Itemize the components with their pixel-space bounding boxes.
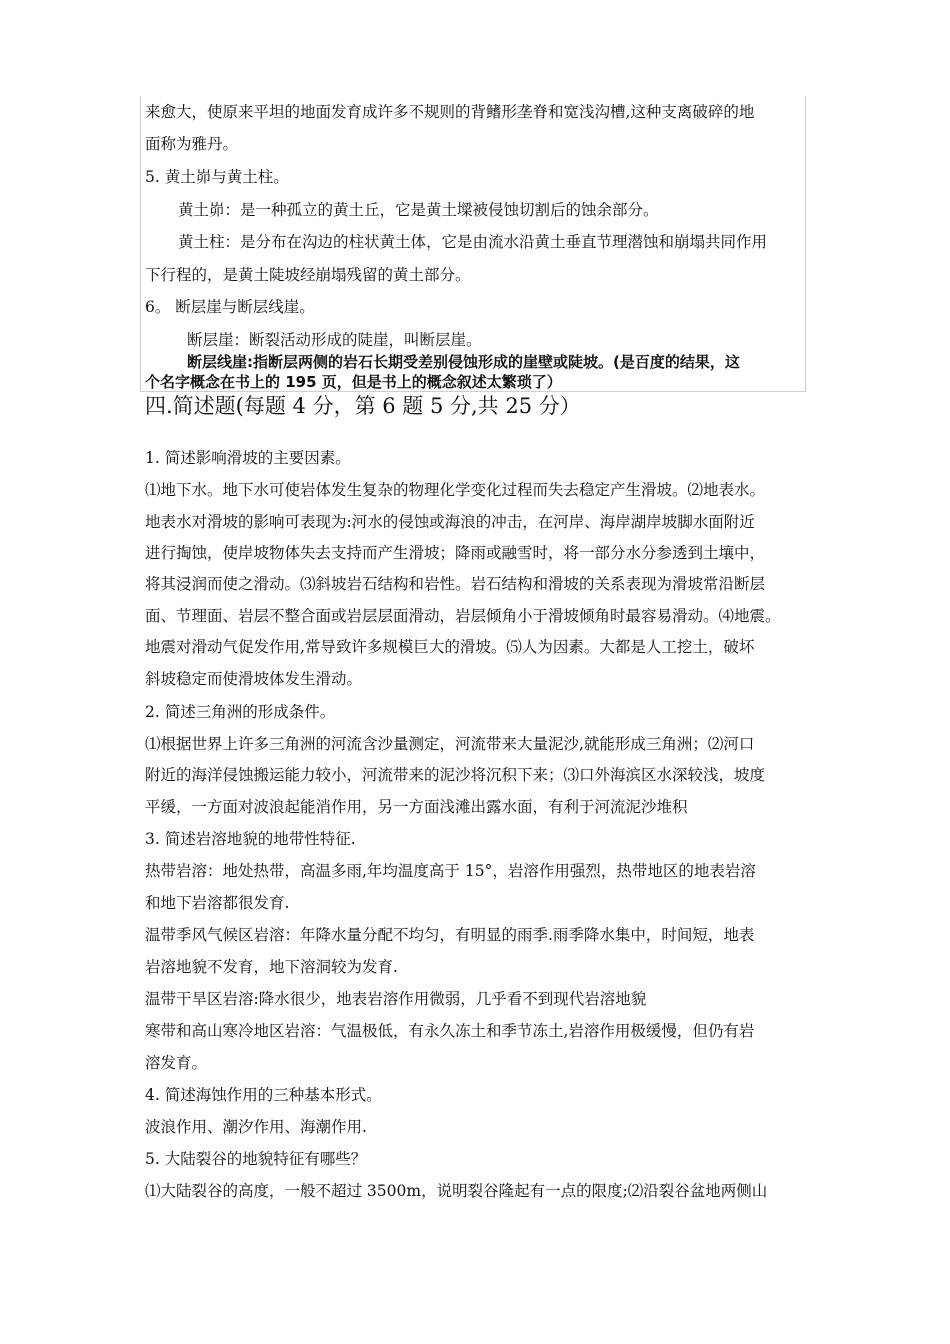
- definition-line: 黄土柱：是分布在沟边的柱状黄土体，它是由流水沿黄土垂直节理潜蚀和崩塌共同作用: [178, 233, 768, 251]
- answer-line: 平缓，一方面对波浪起能消作用，另一方面浅滩出露水面，有利于河流泥沙堆积: [145, 798, 688, 816]
- answer-line: 面、节理面、岩层不整合面或岩层层面滑动，岩层倾角小于滑坡倾角时最容易滑动。⑷地震。: [145, 607, 781, 625]
- answer-line: ⑴大陆裂谷的高度，一般不超过 3500m，说明裂谷隆起有一点的限度;⑵沿裂谷盆地两侧山: [145, 1182, 768, 1200]
- answer-line: 岩溶地貌不发育，地下溶洞较为发育.: [145, 958, 398, 976]
- paragraph-line: 来愈大，使原来平坦的地面发育成许多不规则的背鳍形垄脊和宽浅沟槽,这种支离破碎的地: [145, 103, 755, 121]
- answer-line: 附近的海洋侵蚀搬运能力较小，河流带来的泥沙将沉积下来；⑶口外海滨区水深较浅，坡度: [145, 766, 766, 784]
- item-heading-5: 5. 黄土峁与黄土柱。: [145, 168, 289, 186]
- answer-line: 温带干旱区岩溶:降水很少，地表岩溶作用微弱，几乎看不到现代岩溶地貌: [145, 990, 647, 1008]
- question-heading: 3. 简述岩溶地貌的地带性特征.: [145, 830, 356, 848]
- answer-line: 温带季风气候区岩溶：年降水量分配不均匀，有明显的雨季.雨季降水集中，时间短，地表: [145, 926, 755, 944]
- answer-line: 地震对滑动气促发作用,常导致许多规模巨大的滑坡。⑸人为因素。大都是人工挖土，破坏: [145, 638, 755, 656]
- answer-line: 进行掏蚀，使岸坡物体失去支持而产生滑坡；降雨或融雪时，将一部分水分参透到土壤中，: [145, 544, 766, 562]
- answer-line: 寒带和高山寒冷地区岩溶：气温极低，有永久冻土和季节冻土,岩溶作用极缓慢，但仍有岩: [145, 1022, 755, 1040]
- paragraph-line: 面称为雅丹。: [145, 135, 239, 153]
- question-heading: 4. 简述海蚀作用的三种基本形式。: [145, 1086, 382, 1104]
- definition-line: 黄土峁：是一种孤立的黄土丘，它是黄土墚被侵蚀切割后的蚀余部分。: [178, 201, 659, 219]
- item-heading-6: 6。 断层崖与断层线崖。: [145, 298, 315, 316]
- question-heading: 2. 简述三角洲的形成条件。: [145, 703, 336, 721]
- answer-line: 热带岩溶：地处热带，高温多雨,年均温度高于 15°，岩溶作用强烈，热带地区的地表岩溶: [145, 862, 756, 880]
- answer-line: ⑴地下水。地下水可使岩体发生复杂的物理化学变化过程而失去稳定产生滑坡。⑵地表水。: [145, 481, 766, 499]
- answer-line: 斜坡稳定而使滑坡体发生滑动。: [145, 670, 363, 688]
- bold-definition-line: 个名字概念在书上的 195 页，但是书上的概念叙述太繁琐了）: [145, 373, 562, 391]
- answer-line: 将其浸润而使之滑动。⑶斜坡岩石结构和岩性。岩石结构和滑坡的关系表现为滑坡常沿断层: [145, 575, 766, 593]
- answer-line: ⑴根据世界上许多三角洲的河流含沙量测定，河流带来大量泥沙,就能形成三角洲；⑵河口: [145, 735, 755, 753]
- bold-definition-line: 断层线崖:指断层两侧的岩石长期受差别侵蚀形成的崖壁或陡坡。(是百度的结果，这: [187, 353, 740, 371]
- answer-line: 溶发育。: [145, 1054, 208, 1072]
- answer-line: 地表水对滑坡的影响可表现为:河水的侵蚀或海浪的冲击，在河岸、海岸湖岸坡脚水面附近: [145, 513, 755, 531]
- answer-line: 和地下岩溶都很发育.: [145, 894, 290, 912]
- answer-line: 波浪作用、潮汐作用、海潮作用.: [145, 1118, 367, 1136]
- section-heading: 四.简述题(每题 4 分，第 6 题 5 分,共 25 分）: [145, 394, 581, 418]
- question-heading: 5. 大陆裂谷的地貌特征有哪些？: [145, 1150, 367, 1168]
- definition-line: 断层崖：断裂活动形成的陡崖，叫断层崖。: [187, 331, 482, 349]
- paragraph-line: 下行程的，是黄土陡坡经崩塌残留的黄土部分。: [145, 266, 471, 284]
- question-heading: 1. 简述影响滑坡的主要因素。: [145, 449, 351, 467]
